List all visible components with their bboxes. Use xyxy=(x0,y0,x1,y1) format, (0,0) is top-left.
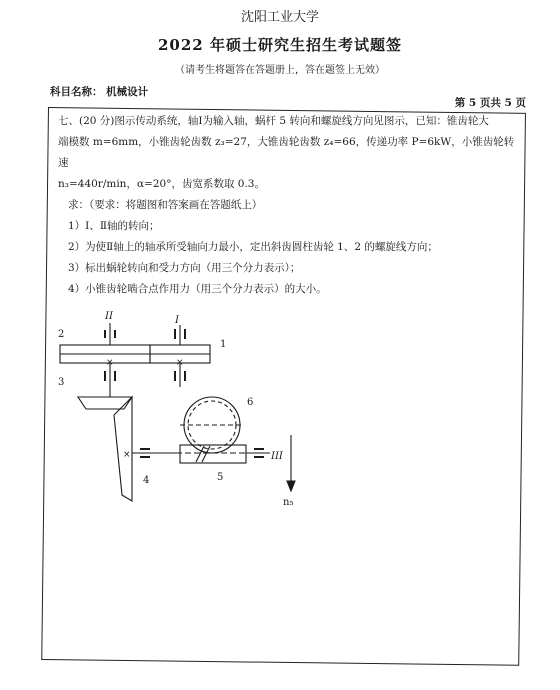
exam-title: 2022 年硕士研究生招生考试题签 xyxy=(158,36,402,54)
gear-2-label: 2 xyxy=(58,329,65,340)
question-item: 3）标出蜗轮转向和受力方向（用三个分力表示）； xyxy=(68,262,301,274)
gear-3-label: 3 xyxy=(58,377,65,388)
question-item: 4）小锥齿轮啮合点作用力（用三个分力表示）的大小。 xyxy=(68,283,327,295)
subject-label: 科目名称： xyxy=(50,86,103,98)
shaft-iii-label: III xyxy=(271,451,283,462)
gear-5-label: 5 xyxy=(217,472,224,483)
subject-line xyxy=(50,84,148,99)
exam-instruction: （请考生将题答在答题册上，答在题签上无效） xyxy=(175,65,385,76)
bevel-gear-4 xyxy=(114,397,132,501)
transmission-diagram xyxy=(50,305,350,515)
cross-mark: × xyxy=(106,358,114,368)
gear-1-label: 1 xyxy=(220,339,227,350)
bevel-gear-3 xyxy=(78,397,132,409)
shaft-ii-label: II xyxy=(105,311,113,322)
n5-label: n₅ xyxy=(283,497,294,508)
n5-arrow-head xyxy=(287,481,295,491)
question-item: 2）为使Ⅱ轴上的轴承所受轴向力最小，定出斜齿圆柱齿轮 1、2 的螺旋线方向； xyxy=(68,241,438,253)
page-info: 第 5 页共 5 页 xyxy=(454,97,526,109)
shaft-i-label: I xyxy=(175,315,179,326)
question-heading: 七、(20 分) xyxy=(58,115,115,127)
gear-6-label: 6 xyxy=(247,397,254,408)
cross-mark: × xyxy=(176,358,184,368)
subject-value: 机械设计 xyxy=(106,86,149,98)
question-line-2: 端模数 m=6mm，小锥齿轮齿数 z₃=27，大锥齿轮齿数 z₄=66，传递功率 P=6kW，小锥齿轮转速 xyxy=(58,136,515,169)
question-line-3: n₃=440r/min，α=20°，齿宽系数取 0.3。 xyxy=(58,178,265,190)
question-text xyxy=(58,111,520,300)
question-item: 1）Ⅰ、Ⅱ轴的转向； xyxy=(68,220,160,232)
university-name: 沈阳工业大学 xyxy=(240,10,319,25)
cross-mark: × xyxy=(123,450,131,460)
requirement-line: 求：（要求：将题图和答案画在答题纸上） xyxy=(68,199,263,211)
gear-4-label: 4 xyxy=(143,475,150,486)
worm-5 xyxy=(180,445,246,463)
question-line-1: 七、(20 分)图示传动系统，轴Ⅰ为输入轴，蜗杆 5 转向和螺旋线方向见图示，已知：锥齿轮大 xyxy=(58,115,489,127)
